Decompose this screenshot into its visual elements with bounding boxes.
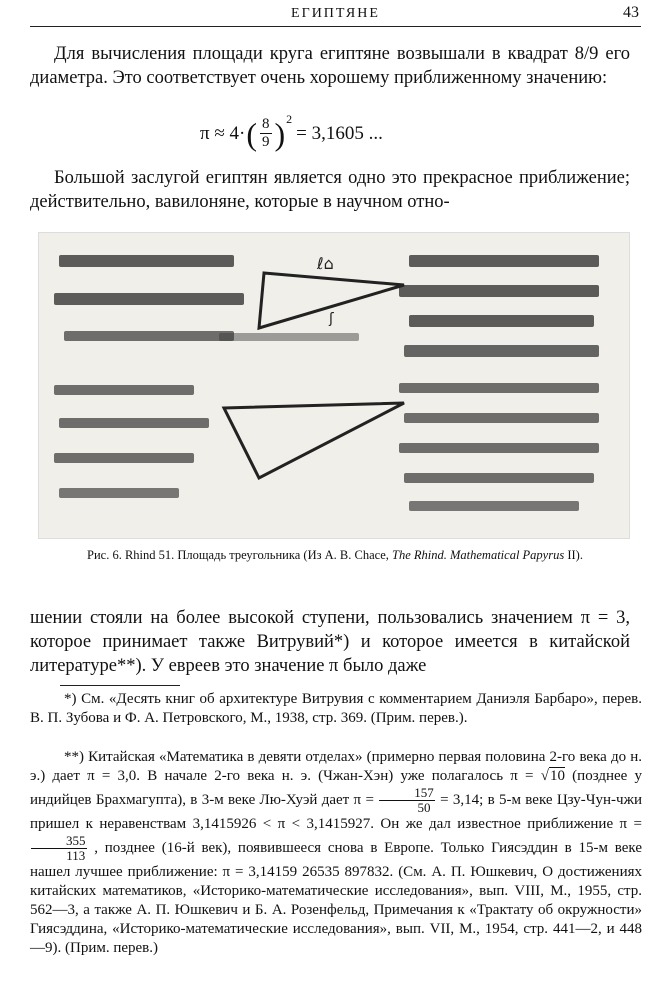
formula-rhs: = 3,1605 ... — [296, 122, 383, 144]
figure-caption — [30, 548, 640, 563]
footnote-2-text-2: (позднее у индийцев Брахмагупта), в 3-м веке Лю-Хуэй дает π = — [30, 768, 643, 808]
rhind-papyrus-figure — [38, 232, 630, 539]
paragraph-3: шении стояли на более высокой ступени, пользовались значением π = 3, которое принимает также Витрувий*) и которое имеется в китайской литературе**). У евреев это значение π было даже — [30, 608, 630, 676]
fraction-157-50 — [379, 786, 435, 815]
formula-exponent: 2 — [286, 112, 293, 126]
footnote-2: **) Китайская «Математика в девяти отделах» (примерно первая половина 2-го века до н. э.) дает π = 3,0. В начале 2-го века н. э. (Чжан-Хэн) уже полагалось π = √10 (позднее у индийцев Брахмагупта), в 3-м веке Лю-Хуэй дает π = $\frac{157}{50}$ = 3,14; в 5-м веке Цзу-Чун-чжи пришел к неравенствам 3,1415926 < π < 3,1415927. Он же дал известное приближение π = $\frac{355}{113}$ , позднее (16-й век), появившееся снова в Европе. Только Гиясэддин в 15-м веке нашел лучшее приближение: π = 3,14159 26535 897832. (См. А. П. Юшкевич, О достижениях китайских математиков, «Историко-математические исследования», вып. VIII, М., 1955, стр. 562—3, а также А. П. Юшкевич и Б. А. Розенфельд, Примечания к «Трактату об окружности» Гиясэддина, «Историко-математические исследования», вып. VII, М., 1954, стр. 441—2, и 448—9). (Прим. перев.) — [30, 749, 643, 956]
formula-fraction — [260, 116, 272, 151]
footnote-2-text-3: = 3,14; в 5-м веке Цзу-Чун-чжи пришел к неравенствам 3,1415926 < π < 3,1415927. Он же дал известное приближение π = — [30, 791, 642, 832]
caption-end: II). — [567, 548, 583, 562]
footnote-1: *) См. «Десять книг об архитектуре Витрувия с комментарием Даниэля Барбаро», перев. В. П. Зубова и Ф. А. Петровского, М., 1938, стр. 369. (Прим. перев.). — [30, 691, 642, 726]
running-title: ЕГИПТЯНЕ — [291, 6, 380, 21]
sqrt-ten: 10 — [549, 768, 565, 784]
formula-denominator: 9 — [262, 134, 270, 150]
hieratic-papyrus-image — [39, 233, 629, 538]
fraction-1-numerator: 157 — [379, 786, 435, 801]
running-header — [30, 4, 641, 27]
footnote-2-text-4: , позднее (16-й век), появившееся снова в Европе. Только Гиясэддин в 15-м веке нашел лучшее приближение: π = 3,14159 26535 897832. (См. А. П. Юшкевич, О достижениях китайских математиков, «Историко-математические исследования», вып. VIII, М., 1955, стр. 562—3, а также А. П. Юшкевич и Б. А. Розенфельд, Примечания к «Трактату об окружности» Гиясэддина, «Историко-математические исследования», вып. VII, М., 1954, стр. 441—2, и 448—9). (Прим. перев.) — [30, 839, 642, 956]
formula-numerator: 8 — [262, 116, 270, 132]
svg-text:ℓ⌂: ℓ⌂ — [317, 254, 334, 273]
pi-approximation-formula: π ≈ 4· ( $\frac{8}{9}$ ) 2 = 3,1605 ... — [200, 112, 383, 152]
svg-text:ʃ: ʃ — [329, 311, 334, 327]
page-number: 43 — [623, 4, 639, 21]
fraction-1-denominator: 50 — [417, 800, 431, 815]
paragraph-2: Большой заслугой египтян является одно это прекрасное приближение; действительно, вавилоняне, которые в научном отно- — [30, 168, 630, 212]
footnote-2-text-1: **) Китайская «Математика в девяти отделах» (примерно первая половина 2-го века до н. э.) дает π = 3,0. В начале 2-го века н. э. (Чжан-Хэн) уже полагалось π = — [30, 749, 642, 784]
footnote-rule — [60, 685, 180, 686]
formula-lhs: π ≈ 4· — [200, 122, 246, 144]
caption-italic-title: The Rhind. Mathematical Papyrus — [392, 548, 565, 562]
fraction-2-denominator: 113 — [66, 848, 86, 863]
fraction-2-numerator: 355 — [31, 834, 87, 849]
paragraph-1: Для вычисления площади круга египтяне возвышали в квадрат 8/9 его диаметра. Это соответствует очень хорошему приближенному значению: — [30, 44, 630, 88]
caption-text: Рис. 6. Rhind 51. Площадь треугольника (Из A. B. Chace, — [87, 548, 389, 562]
fraction-355-113 — [31, 834, 87, 863]
